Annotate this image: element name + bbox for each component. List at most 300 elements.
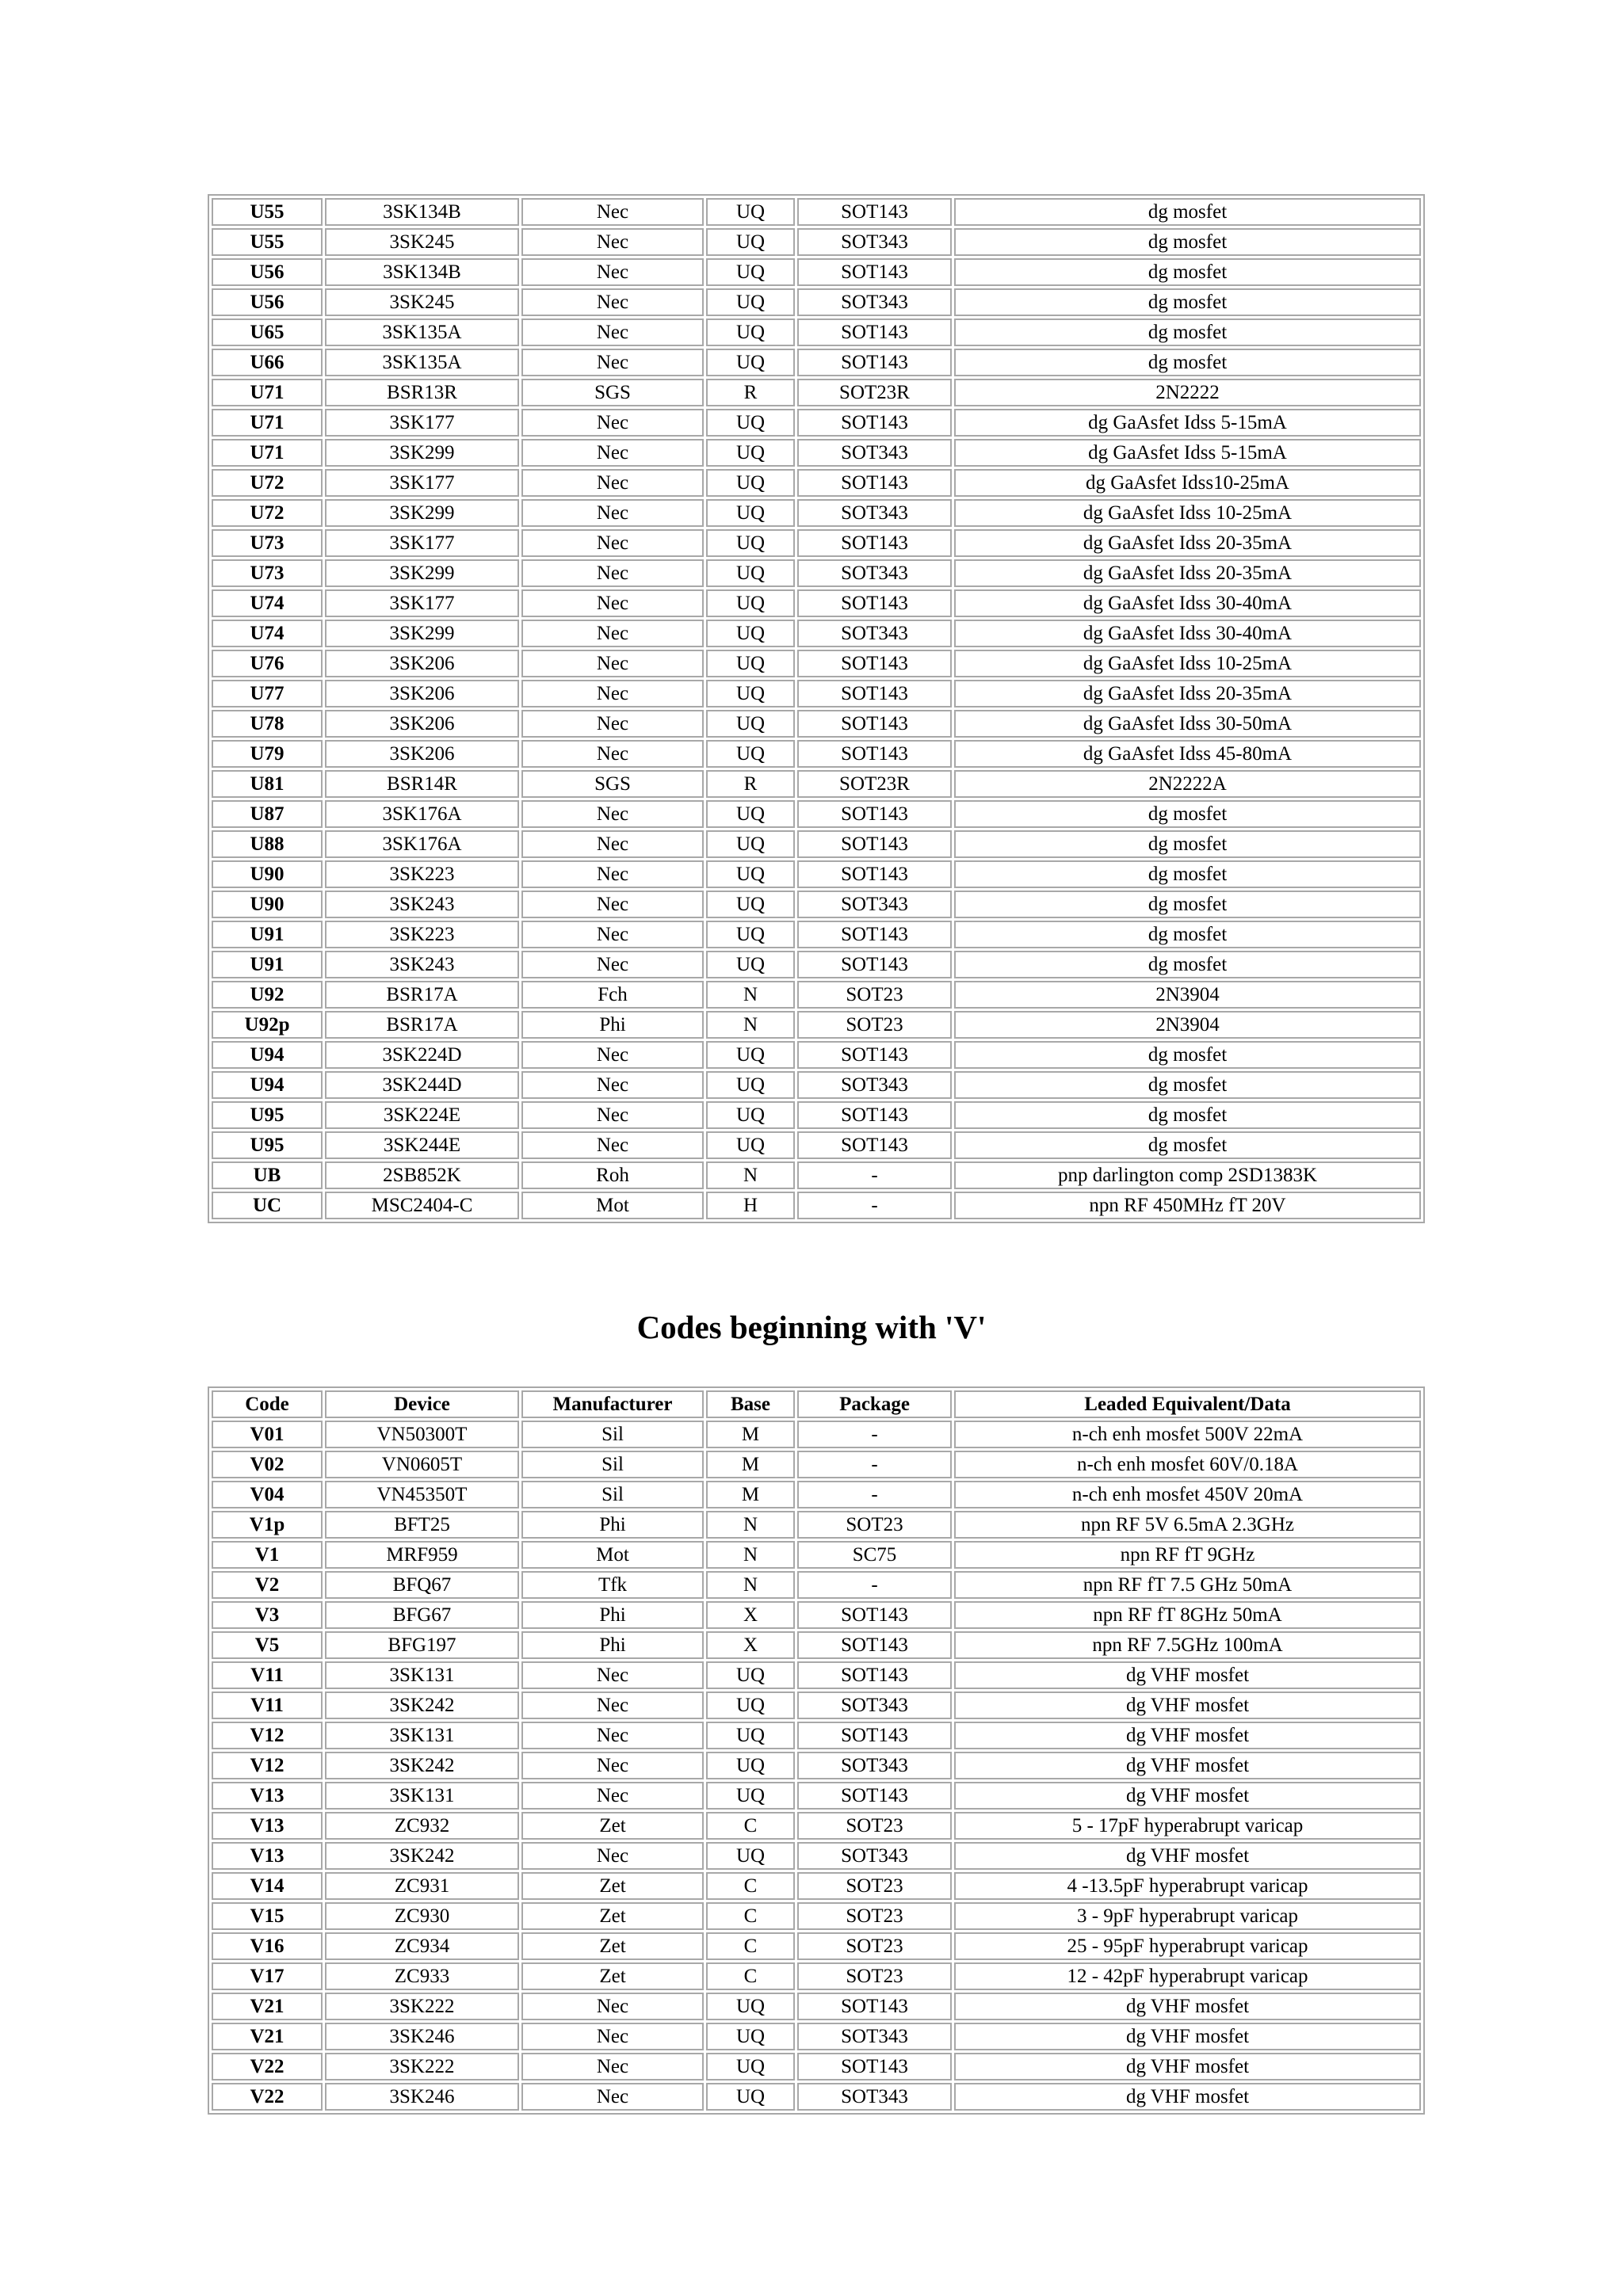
base-cell: UQ bbox=[706, 680, 795, 707]
manufacturer-cell: Nec bbox=[521, 469, 704, 497]
manufacturer-cell: Zet bbox=[521, 1932, 704, 1960]
package-cell: SOT343 bbox=[797, 228, 952, 256]
device-cell: 3SK246 bbox=[325, 2083, 519, 2111]
base-cell: UQ bbox=[706, 1782, 795, 1810]
base-cell: UQ bbox=[706, 1131, 795, 1159]
equivalent-cell: dg VHF mosfet bbox=[954, 1842, 1421, 1870]
table-row bbox=[212, 1011, 1421, 1039]
device-cell: ZC930 bbox=[325, 1902, 519, 1930]
table-row bbox=[212, 860, 1421, 888]
equivalent-cell: dg mosfet bbox=[954, 800, 1421, 828]
table-row bbox=[212, 1812, 1421, 1840]
table-row bbox=[212, 650, 1421, 677]
code-cell: V01 bbox=[212, 1421, 323, 1448]
base-cell: UQ bbox=[706, 1101, 795, 1129]
equivalent-cell: dg mosfet bbox=[954, 1131, 1421, 1159]
base-cell: UQ bbox=[706, 589, 795, 617]
table-row bbox=[212, 680, 1421, 707]
device-cell: BFG67 bbox=[325, 1601, 519, 1629]
package-cell: SOT343 bbox=[797, 439, 952, 467]
equivalent-cell: dg GaAsfet Idss 5-15mA bbox=[954, 409, 1421, 437]
base-cell: UQ bbox=[706, 1041, 795, 1069]
code-cell: U76 bbox=[212, 650, 323, 677]
manufacturer-cell: SGS bbox=[521, 770, 704, 798]
base-cell: UQ bbox=[706, 2053, 795, 2081]
manufacturer-cell: Phi bbox=[521, 1631, 704, 1659]
base-cell: UQ bbox=[706, 891, 795, 918]
device-cell: MSC2404-C bbox=[325, 1192, 519, 1219]
base-cell: UQ bbox=[706, 529, 795, 557]
package-cell: SOT343 bbox=[797, 1071, 952, 1099]
package-cell: SOT23 bbox=[797, 1011, 952, 1039]
equivalent-cell: dg GaAsfet Idss 10-25mA bbox=[954, 650, 1421, 677]
manufacturer-cell: Sil bbox=[521, 1451, 704, 1478]
package-cell: SOT143 bbox=[797, 349, 952, 376]
base-cell: UQ bbox=[706, 1993, 795, 2020]
table-row bbox=[212, 891, 1421, 918]
column-header-code: Code bbox=[212, 1390, 323, 1418]
manufacturer-cell: Nec bbox=[521, 1691, 704, 1719]
base-cell: UQ bbox=[706, 349, 795, 376]
manufacturer-cell: Phi bbox=[521, 1011, 704, 1039]
device-cell: 3SK206 bbox=[325, 710, 519, 738]
code-cell: U90 bbox=[212, 891, 323, 918]
device-cell: 3SK224D bbox=[325, 1041, 519, 1069]
package-cell: SOT23 bbox=[797, 1902, 952, 1930]
device-cell: ZC934 bbox=[325, 1932, 519, 1960]
code-cell: U90 bbox=[212, 860, 323, 888]
device-cell: 3SK299 bbox=[325, 499, 519, 527]
code-cell: V12 bbox=[212, 1722, 323, 1749]
device-cell: 3SK177 bbox=[325, 529, 519, 557]
package-cell: SOT343 bbox=[797, 1842, 952, 1870]
equivalent-cell: dg VHF mosfet bbox=[954, 1691, 1421, 1719]
base-cell: R bbox=[706, 379, 795, 406]
table-row bbox=[212, 951, 1421, 978]
manufacturer-cell: Nec bbox=[521, 349, 704, 376]
package-cell: SOT343 bbox=[797, 2083, 952, 2111]
equivalent-cell: 2N2222 bbox=[954, 379, 1421, 406]
device-cell: 3SK134B bbox=[325, 258, 519, 286]
device-cell: 3SK135A bbox=[325, 349, 519, 376]
table-row bbox=[212, 409, 1421, 437]
table-row bbox=[212, 1571, 1421, 1599]
manufacturer-cell: Zet bbox=[521, 1962, 704, 1990]
code-cell: U94 bbox=[212, 1071, 323, 1099]
device-cell: 3SK223 bbox=[325, 860, 519, 888]
table-row bbox=[212, 1932, 1421, 1960]
equivalent-cell: 25 - 95pF hyperabrupt varicap bbox=[954, 1932, 1421, 1960]
base-cell: UQ bbox=[706, 228, 795, 256]
manufacturer-cell: Zet bbox=[521, 1902, 704, 1930]
device-cell: 3SK244D bbox=[325, 1071, 519, 1099]
code-cell: U71 bbox=[212, 409, 323, 437]
equivalent-cell: dg mosfet bbox=[954, 288, 1421, 316]
codes-v-table-header bbox=[212, 1390, 1421, 1418]
base-cell: N bbox=[706, 1511, 795, 1539]
base-cell: UQ bbox=[706, 1752, 795, 1779]
equivalent-cell: 3 - 9pF hyperabrupt varicap bbox=[954, 1902, 1421, 1930]
code-cell: UC bbox=[212, 1192, 323, 1219]
package-cell: SOT143 bbox=[797, 1782, 952, 1810]
base-cell: UQ bbox=[706, 951, 795, 978]
table-row bbox=[212, 1902, 1421, 1930]
manufacturer-cell: Nec bbox=[521, 740, 704, 768]
package-cell: - bbox=[797, 1192, 952, 1219]
equivalent-cell: 12 - 42pF hyperabrupt varicap bbox=[954, 1962, 1421, 1990]
manufacturer-cell: Nec bbox=[521, 1661, 704, 1689]
package-cell: SOT143 bbox=[797, 198, 952, 226]
equivalent-cell: 2N2222A bbox=[954, 770, 1421, 798]
package-cell: SOT23R bbox=[797, 379, 952, 406]
device-cell: 3SK134B bbox=[325, 198, 519, 226]
base-cell: R bbox=[706, 770, 795, 798]
equivalent-cell: dg GaAsfet Idss10-25mA bbox=[954, 469, 1421, 497]
manufacturer-cell: Nec bbox=[521, 1101, 704, 1129]
code-cell: V14 bbox=[212, 1872, 323, 1900]
code-cell: V16 bbox=[212, 1932, 323, 1960]
device-cell: 3SK242 bbox=[325, 1691, 519, 1719]
manufacturer-cell: Sil bbox=[521, 1481, 704, 1508]
manufacturer-cell: SGS bbox=[521, 379, 704, 406]
table-row bbox=[212, 1481, 1421, 1508]
manufacturer-cell: Nec bbox=[521, 1782, 704, 1810]
code-cell: U55 bbox=[212, 228, 323, 256]
equivalent-cell: dg mosfet bbox=[954, 228, 1421, 256]
code-cell: U55 bbox=[212, 198, 323, 226]
code-cell: U87 bbox=[212, 800, 323, 828]
code-cell: U95 bbox=[212, 1131, 323, 1159]
package-cell: SOT143 bbox=[797, 951, 952, 978]
manufacturer-cell: Nec bbox=[521, 1722, 704, 1749]
device-cell: BSR14R bbox=[325, 770, 519, 798]
package-cell: SOT143 bbox=[797, 830, 952, 858]
manufacturer-cell: Nec bbox=[521, 258, 704, 286]
equivalent-cell: npn RF fT 7.5 GHz 50mA bbox=[954, 1571, 1421, 1599]
base-cell: UQ bbox=[706, 258, 795, 286]
table-row bbox=[212, 921, 1421, 948]
codes-u-table bbox=[208, 194, 1425, 1223]
equivalent-cell: npn RF 5V 6.5mA 2.3GHz bbox=[954, 1511, 1421, 1539]
base-cell: C bbox=[706, 1872, 795, 1900]
manufacturer-cell: Nec bbox=[521, 1131, 704, 1159]
equivalent-cell: dg VHF mosfet bbox=[954, 1661, 1421, 1689]
package-cell: SOT143 bbox=[797, 1601, 952, 1629]
device-cell: 3SK131 bbox=[325, 1722, 519, 1749]
device-cell: 3SK206 bbox=[325, 650, 519, 677]
base-cell: UQ bbox=[706, 710, 795, 738]
table-row bbox=[212, 1071, 1421, 1099]
table-row bbox=[212, 1993, 1421, 2020]
codes-v-table bbox=[208, 1386, 1425, 2115]
code-cell: U81 bbox=[212, 770, 323, 798]
manufacturer-cell: Mot bbox=[521, 1541, 704, 1569]
device-cell: 3SK176A bbox=[325, 830, 519, 858]
device-cell: BFG197 bbox=[325, 1631, 519, 1659]
package-cell: SC75 bbox=[797, 1541, 952, 1569]
base-cell: N bbox=[706, 1011, 795, 1039]
device-cell: 3SK177 bbox=[325, 589, 519, 617]
device-cell: 3SK222 bbox=[325, 2053, 519, 2081]
table-row bbox=[212, 1601, 1421, 1629]
device-cell: 3SK244E bbox=[325, 1131, 519, 1159]
table-row bbox=[212, 770, 1421, 798]
table-row bbox=[212, 1511, 1421, 1539]
table-row bbox=[212, 1782, 1421, 1810]
package-cell: SOT143 bbox=[797, 1722, 952, 1749]
manufacturer-cell: Zet bbox=[521, 1872, 704, 1900]
equivalent-cell: pnp darlington comp 2SD1383K bbox=[954, 1161, 1421, 1189]
manufacturer-cell: Nec bbox=[521, 2083, 704, 2111]
code-cell: V5 bbox=[212, 1631, 323, 1659]
base-cell: UQ bbox=[706, 499, 795, 527]
table-row bbox=[212, 1041, 1421, 1069]
equivalent-cell: dg mosfet bbox=[954, 198, 1421, 226]
package-cell: SOT343 bbox=[797, 559, 952, 587]
code-cell: U72 bbox=[212, 499, 323, 527]
equivalent-cell: 5 - 17pF hyperabrupt varicap bbox=[954, 1812, 1421, 1840]
package-cell: SOT143 bbox=[797, 2053, 952, 2081]
table-row bbox=[212, 1691, 1421, 1719]
device-cell: 3SK224E bbox=[325, 1101, 519, 1129]
device-cell: ZC932 bbox=[325, 1812, 519, 1840]
equivalent-cell: dg mosfet bbox=[954, 1101, 1421, 1129]
equivalent-cell: dg GaAsfet Idss 30-40mA bbox=[954, 589, 1421, 617]
column-header-device: Device bbox=[325, 1390, 519, 1418]
device-cell: 3SK206 bbox=[325, 740, 519, 768]
equivalent-cell: dg mosfet bbox=[954, 318, 1421, 346]
table-row bbox=[212, 379, 1421, 406]
table-row bbox=[212, 228, 1421, 256]
base-cell: UQ bbox=[706, 800, 795, 828]
package-cell: - bbox=[797, 1481, 952, 1508]
code-cell: U56 bbox=[212, 288, 323, 316]
manufacturer-cell: Nec bbox=[521, 1041, 704, 1069]
table-row bbox=[212, 589, 1421, 617]
codes-u-table-body bbox=[212, 198, 1421, 1219]
base-cell: N bbox=[706, 1541, 795, 1569]
manufacturer-cell: Nec bbox=[521, 559, 704, 587]
device-cell: 3SK299 bbox=[325, 439, 519, 467]
code-cell: V2 bbox=[212, 1571, 323, 1599]
device-cell: 3SK246 bbox=[325, 2023, 519, 2050]
base-cell: X bbox=[706, 1601, 795, 1629]
equivalent-cell: dg GaAsfet Idss 20-35mA bbox=[954, 529, 1421, 557]
code-cell: V02 bbox=[212, 1451, 323, 1478]
equivalent-cell: dg mosfet bbox=[954, 1071, 1421, 1099]
table-row bbox=[212, 1192, 1421, 1219]
package-cell: SOT143 bbox=[797, 650, 952, 677]
table-row bbox=[212, 318, 1421, 346]
base-cell: UQ bbox=[706, 860, 795, 888]
equivalent-cell: dg VHF mosfet bbox=[954, 1752, 1421, 1779]
code-cell: U92 bbox=[212, 981, 323, 1009]
package-cell: SOT143 bbox=[797, 1101, 952, 1129]
equivalent-cell: dg GaAsfet Idss 5-15mA bbox=[954, 439, 1421, 467]
base-cell: C bbox=[706, 1812, 795, 1840]
table-row bbox=[212, 1101, 1421, 1129]
code-cell: U71 bbox=[212, 439, 323, 467]
package-cell: SOT143 bbox=[797, 409, 952, 437]
equivalent-cell: dg mosfet bbox=[954, 349, 1421, 376]
code-cell: U95 bbox=[212, 1101, 323, 1129]
package-cell: SOT343 bbox=[797, 2023, 952, 2050]
manufacturer-cell: Nec bbox=[521, 288, 704, 316]
code-cell: V13 bbox=[212, 1782, 323, 1810]
code-cell: U79 bbox=[212, 740, 323, 768]
device-cell: MRF959 bbox=[325, 1541, 519, 1569]
code-cell: V13 bbox=[212, 1812, 323, 1840]
base-cell: M bbox=[706, 1451, 795, 1478]
manufacturer-cell: Phi bbox=[521, 1511, 704, 1539]
base-cell: C bbox=[706, 1932, 795, 1960]
table-row bbox=[212, 800, 1421, 828]
code-cell: U74 bbox=[212, 620, 323, 647]
code-cell: V21 bbox=[212, 2023, 323, 2050]
table-row bbox=[212, 710, 1421, 738]
manufacturer-cell: Nec bbox=[521, 860, 704, 888]
manufacturer-cell: Nec bbox=[521, 2023, 704, 2050]
equivalent-cell: dg GaAsfet Idss 30-40mA bbox=[954, 620, 1421, 647]
manufacturer-cell: Nec bbox=[521, 318, 704, 346]
equivalent-cell: dg VHF mosfet bbox=[954, 1722, 1421, 1749]
table-row bbox=[212, 469, 1421, 497]
base-cell: X bbox=[706, 1631, 795, 1659]
table-row bbox=[212, 258, 1421, 286]
package-cell: SOT23 bbox=[797, 1812, 952, 1840]
table-row bbox=[212, 1541, 1421, 1569]
base-cell: UQ bbox=[706, 650, 795, 677]
code-cell: U74 bbox=[212, 589, 323, 617]
column-header-package: Package bbox=[797, 1390, 952, 1418]
code-cell: U65 bbox=[212, 318, 323, 346]
device-cell: VN45350T bbox=[325, 1481, 519, 1508]
package-cell: - bbox=[797, 1451, 952, 1478]
device-cell: ZC933 bbox=[325, 1962, 519, 1990]
base-cell: UQ bbox=[706, 2023, 795, 2050]
table-row bbox=[212, 740, 1421, 768]
column-header-manufacturer: Manufacturer bbox=[521, 1390, 704, 1418]
code-cell: V11 bbox=[212, 1691, 323, 1719]
equivalent-cell: n-ch enh mosfet 500V 22mA bbox=[954, 1421, 1421, 1448]
equivalent-cell: npn RF 7.5GHz 100mA bbox=[954, 1631, 1421, 1659]
package-cell: SOT143 bbox=[797, 710, 952, 738]
code-cell: U91 bbox=[212, 921, 323, 948]
base-cell: UQ bbox=[706, 830, 795, 858]
table-row bbox=[212, 2083, 1421, 2111]
base-cell: UQ bbox=[706, 469, 795, 497]
equivalent-cell: npn RF 450MHz fT 20V bbox=[954, 1192, 1421, 1219]
device-cell: 3SK299 bbox=[325, 620, 519, 647]
manufacturer-cell: Nec bbox=[521, 589, 704, 617]
device-cell: 3SK177 bbox=[325, 469, 519, 497]
device-cell: VN0605T bbox=[325, 1451, 519, 1478]
base-cell: M bbox=[706, 1481, 795, 1508]
manufacturer-cell: Nec bbox=[521, 1993, 704, 2020]
table-row bbox=[212, 1842, 1421, 1870]
code-cell: U91 bbox=[212, 951, 323, 978]
manufacturer-cell: Sil bbox=[521, 1421, 704, 1448]
manufacturer-cell: Nec bbox=[521, 650, 704, 677]
code-cell: U72 bbox=[212, 469, 323, 497]
table-row bbox=[212, 620, 1421, 647]
equivalent-cell: npn RF fT 9GHz bbox=[954, 1541, 1421, 1569]
base-cell: UQ bbox=[706, 2083, 795, 2111]
package-cell: SOT343 bbox=[797, 288, 952, 316]
device-cell: 3SK176A bbox=[325, 800, 519, 828]
manufacturer-cell: Nec bbox=[521, 800, 704, 828]
manufacturer-cell: Nec bbox=[521, 710, 704, 738]
base-cell: C bbox=[706, 1902, 795, 1930]
equivalent-cell: dg GaAsfet Idss 10-25mA bbox=[954, 499, 1421, 527]
device-cell: 3SK135A bbox=[325, 318, 519, 346]
equivalent-cell: dg VHF mosfet bbox=[954, 2083, 1421, 2111]
manufacturer-cell: Nec bbox=[521, 1752, 704, 1779]
package-cell: SOT143 bbox=[797, 1993, 952, 2020]
package-cell: SOT143 bbox=[797, 680, 952, 707]
equivalent-cell: dg mosfet bbox=[954, 1041, 1421, 1069]
table-row bbox=[212, 499, 1421, 527]
equivalent-cell: dg mosfet bbox=[954, 891, 1421, 918]
table-row bbox=[212, 1451, 1421, 1478]
package-cell: SOT143 bbox=[797, 800, 952, 828]
package-cell: SOT143 bbox=[797, 589, 952, 617]
equivalent-cell: dg mosfet bbox=[954, 860, 1421, 888]
package-cell: SOT143 bbox=[797, 469, 952, 497]
code-cell: U73 bbox=[212, 529, 323, 557]
code-cell: U78 bbox=[212, 710, 323, 738]
code-cell: V04 bbox=[212, 1481, 323, 1508]
package-cell: SOT143 bbox=[797, 258, 952, 286]
code-cell: V11 bbox=[212, 1661, 323, 1689]
code-cell: U66 bbox=[212, 349, 323, 376]
device-cell: BSR13R bbox=[325, 379, 519, 406]
manufacturer-cell: Nec bbox=[521, 891, 704, 918]
code-cell: V13 bbox=[212, 1842, 323, 1870]
package-cell: SOT23 bbox=[797, 1932, 952, 1960]
base-cell: UQ bbox=[706, 921, 795, 948]
base-cell: N bbox=[706, 981, 795, 1009]
package-cell: SOT23 bbox=[797, 981, 952, 1009]
table-row bbox=[212, 1161, 1421, 1189]
base-cell: UQ bbox=[706, 318, 795, 346]
manufacturer-cell: Mot bbox=[521, 1192, 704, 1219]
table-row bbox=[212, 1631, 1421, 1659]
table-row bbox=[212, 830, 1421, 858]
device-cell: 2SB852K bbox=[325, 1161, 519, 1189]
device-cell: BFQ67 bbox=[325, 1571, 519, 1599]
package-cell: - bbox=[797, 1571, 952, 1599]
manufacturer-cell: Nec bbox=[521, 439, 704, 467]
table-row bbox=[212, 1872, 1421, 1900]
table-row bbox=[212, 1752, 1421, 1779]
code-cell: U77 bbox=[212, 680, 323, 707]
base-cell: UQ bbox=[706, 1071, 795, 1099]
package-cell: SOT143 bbox=[797, 1131, 952, 1159]
equivalent-cell: 2N3904 bbox=[954, 1011, 1421, 1039]
manufacturer-cell: Nec bbox=[521, 198, 704, 226]
code-cell: V17 bbox=[212, 1962, 323, 1990]
device-cell: VN50300T bbox=[325, 1421, 519, 1448]
equivalent-cell: dg mosfet bbox=[954, 921, 1421, 948]
package-cell: SOT143 bbox=[797, 318, 952, 346]
manufacturer-cell: Fch bbox=[521, 981, 704, 1009]
equivalent-cell: 4 -13.5pF hyperabrupt varicap bbox=[954, 1872, 1421, 1900]
base-cell: UQ bbox=[706, 559, 795, 587]
base-cell: N bbox=[706, 1161, 795, 1189]
manufacturer-cell: Nec bbox=[521, 409, 704, 437]
code-cell: U56 bbox=[212, 258, 323, 286]
